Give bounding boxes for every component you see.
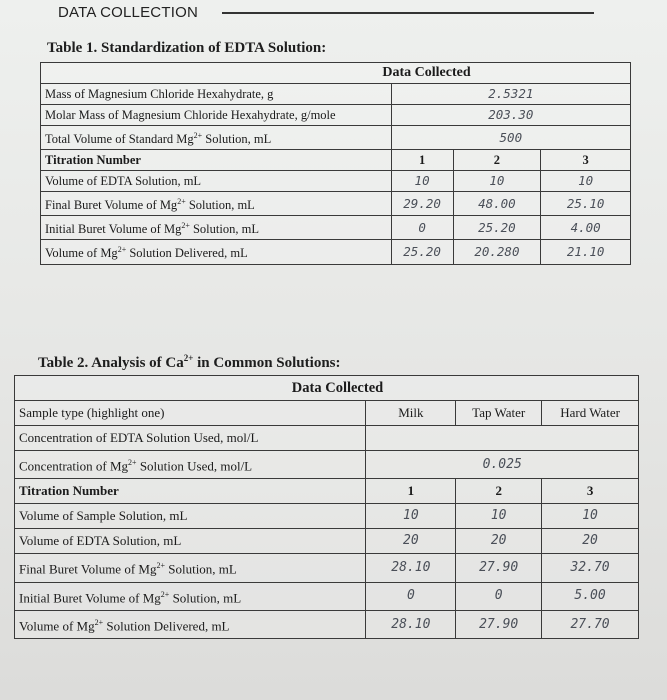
table2 [14,375,639,639]
handwritten-value: 0 [456,582,542,610]
table-row [41,150,631,171]
handwritten-value: 5.00 [542,582,639,610]
handwritten-value: 10 [456,504,542,529]
handwritten-value: 500 [391,126,630,150]
handwritten-value: 25.20 [453,216,541,240]
row-label: Final Buret Volume of $Mg^{2+}$ Solution, mL [15,554,366,582]
handwritten-value: 0 [366,582,456,610]
table1-title: Table 1. Standardization of EDTA Solution: [47,40,327,56]
handwritten-value: 0 [391,216,453,240]
table-row [41,126,631,150]
titration-number: 2 [456,479,542,504]
row-label: Volume of EDTA Solution, mL [15,529,366,554]
sample-option-hard-water[interactable]: Hard Water [542,401,639,426]
table-row [15,426,639,451]
table-row [15,401,639,426]
handwritten-value: 10 [541,171,631,192]
handwritten-value: 27.90 [456,610,542,638]
handwritten-value: 203.30 [391,105,630,126]
table2-title: Table 2. Analysis of $Ca^{2+}$ in Common Solutions: [38,353,341,371]
row-label: Total Volume of Standard $Mg^{2+}$ Solution, mL [41,126,392,150]
table1 [40,62,631,265]
table1-heading: Data Collected [41,63,631,84]
table-row [15,582,639,610]
table-row [15,610,639,638]
titration-number: 3 [542,479,639,504]
handwritten-value: 20.280 [453,240,541,264]
row-label: Mass of Magnesium Chloride Hexahydrate, g [41,84,392,105]
sample-type-label: Sample type (highlight one) [15,401,366,426]
table-row [15,451,639,479]
table-row [41,105,631,126]
handwritten-value: 20 [456,529,542,554]
handwritten-value: 10 [542,504,639,529]
row-label: Concentration of $Mg^{2+}$ Solution Used, mol/L [15,451,366,479]
handwritten-value: 48.00 [453,192,541,216]
handwritten-value: 27.70 [542,610,639,638]
row-label: Molar Mass of Magnesium Chloride Hexahydrate, g/mole [41,105,392,126]
titration-number: 2 [453,150,541,171]
handwritten-value: 29.20 [391,192,453,216]
row-label: Concentration of EDTA Solution Used, mol/L [15,426,366,451]
header-rule [222,12,594,14]
row-label: Initial Buret Volume of $Mg^{2+}$ Solution, mL [15,582,366,610]
titration-number-label: Titration Number [41,150,392,171]
titration-number-label: Titration Number [15,479,366,504]
handwritten-value: 10 [453,171,541,192]
handwritten-value: 28.10 [366,554,456,582]
handwritten-value [366,426,639,451]
table2-heading: Data Collected [15,376,639,401]
table-row [41,216,631,240]
handwritten-value: 0.025 [366,451,639,479]
row-label: Volume of EDTA Solution, mL [41,171,392,192]
titration-number: 3 [541,150,631,171]
section-header: DATA COLLECTION [58,4,198,21]
table-row [15,554,639,582]
handwritten-value: 28.10 [366,610,456,638]
titration-number: 1 [366,479,456,504]
row-label: Volume of $Mg^{2+}$ Solution Delivered, mL [41,240,392,264]
handwritten-value: 25.20 [391,240,453,264]
handwritten-value: 10 [391,171,453,192]
sample-option-milk[interactable]: Milk [366,401,456,426]
table-row [41,192,631,216]
handwritten-value: 20 [542,529,639,554]
handwritten-value: 21.10 [541,240,631,264]
table-row [41,171,631,192]
row-label: Initial Buret Volume of $Mg^{2+}$ Solution, mL [41,216,392,240]
row-label: Final Buret Volume of $Mg^{2+}$ Solution, mL [41,192,392,216]
table-row [41,84,631,105]
handwritten-value: 20 [366,529,456,554]
table-row [15,504,639,529]
handwritten-value: 2.5321 [391,84,630,105]
table-row [41,240,631,264]
row-label: Volume of Sample Solution, mL [15,504,366,529]
handwritten-value: 4.00 [541,216,631,240]
handwritten-value: 25.10 [541,192,631,216]
handwritten-value: 32.70 [542,554,639,582]
handwritten-value: 10 [366,504,456,529]
table-row [15,479,639,504]
titration-number: 1 [391,150,453,171]
row-label: Volume of $Mg^{2+}$ Solution Delivered, mL [15,610,366,638]
table-row [15,529,639,554]
handwritten-value: 27.90 [456,554,542,582]
sample-option-tap-water[interactable]: Tap Water [456,401,542,426]
